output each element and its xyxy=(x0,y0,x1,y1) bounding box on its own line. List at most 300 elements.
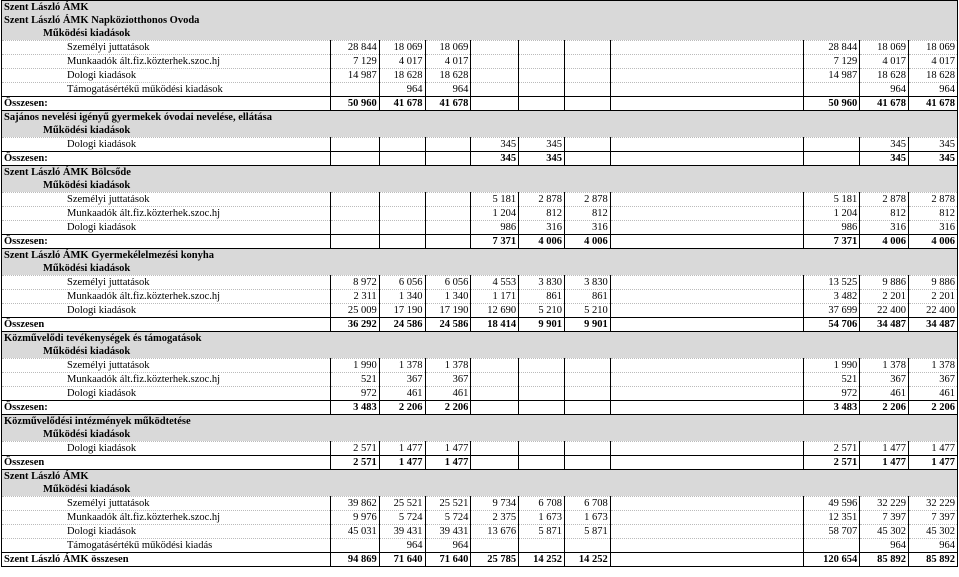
section-title-text: Szent László ÁMK xyxy=(2,1,958,15)
total-row-value xyxy=(564,456,610,470)
table-row-value: 45 031 xyxy=(330,525,379,539)
total-row-value: 2 206 xyxy=(909,401,958,415)
table-row-value: 521 xyxy=(330,373,379,387)
table-row-value xyxy=(330,539,379,553)
table-row-value: 1 340 xyxy=(379,290,425,304)
table-row-value: 25 521 xyxy=(379,497,425,511)
section-subtitle-text: Működési kiadások xyxy=(2,27,958,41)
table-row-value: 1 378 xyxy=(425,359,471,373)
table-row-value: 39 431 xyxy=(379,525,425,539)
section-title xyxy=(2,470,958,484)
table-row-label: Személyi juttatások xyxy=(2,497,331,511)
table-row-value: 2 201 xyxy=(860,290,909,304)
table-row-value: 812 xyxy=(564,207,610,221)
section-subtitle-text: Működési kiadások xyxy=(2,124,958,138)
table-row-value: 18 628 xyxy=(379,69,425,83)
table-row-label: Dologi kiadások xyxy=(2,138,331,152)
table-row-value xyxy=(471,539,519,553)
table-row-spacer xyxy=(610,69,803,83)
table-row-value xyxy=(471,69,519,83)
section-title-text: Sajános nevelési igényű gyermekek óvodai nevelése, ellátása xyxy=(2,111,958,125)
table-row xyxy=(2,525,958,539)
table-row-spacer xyxy=(610,359,803,373)
table-row-value xyxy=(564,373,610,387)
table-row-value xyxy=(519,442,565,456)
table-row xyxy=(2,69,958,83)
table-row-value: 5 210 xyxy=(564,304,610,318)
table-row-value xyxy=(379,207,425,221)
table-row-spacer xyxy=(610,511,803,525)
table-row-value: 7 129 xyxy=(330,55,379,69)
table-row-value: 17 190 xyxy=(379,304,425,318)
total-row-spacer xyxy=(610,553,803,567)
table-row-value xyxy=(425,193,471,207)
table-row-label: Munkaadók ált.fiz.közterhek.szoc.hj xyxy=(2,207,331,221)
table-row-value xyxy=(564,138,610,152)
table-row-value: 1 171 xyxy=(471,290,519,304)
table-row xyxy=(2,511,958,525)
table-row-value: 2 571 xyxy=(330,442,379,456)
table-row-value xyxy=(330,221,379,235)
table-row-label: Munkaadók ált.fiz.közterhek.szoc.hj xyxy=(2,55,331,69)
total-row-value: 85 892 xyxy=(909,553,958,567)
section-title xyxy=(2,166,958,180)
total-row-value: 71 640 xyxy=(425,553,471,567)
total-row-value xyxy=(425,152,471,166)
table-row-value xyxy=(330,83,379,97)
total-row-spacer xyxy=(610,235,803,249)
table-row-value: 345 xyxy=(860,138,909,152)
total-row-value: 41 678 xyxy=(860,97,909,111)
total-row-value: 120 654 xyxy=(804,553,860,567)
table-row-value: 367 xyxy=(379,373,425,387)
total-row-value: 4 006 xyxy=(564,235,610,249)
table-row-value: 22 400 xyxy=(909,304,958,318)
table-row-value xyxy=(330,207,379,221)
table-row-value: 1 378 xyxy=(909,359,958,373)
table-row-value: 4 017 xyxy=(425,55,471,69)
table-row xyxy=(2,207,958,221)
table-row-value: 964 xyxy=(860,83,909,97)
table-row xyxy=(2,221,958,235)
total-row-value xyxy=(471,456,519,470)
total-row-value xyxy=(379,235,425,249)
table-row-spacer xyxy=(610,41,803,55)
table-row-value xyxy=(471,373,519,387)
table-row-spacer xyxy=(610,138,803,152)
table-row-value: 13 525 xyxy=(804,276,860,290)
section-subtitle xyxy=(2,483,958,497)
table-row-value: 25 009 xyxy=(330,304,379,318)
table-row-value: 964 xyxy=(379,83,425,97)
table-row-value: 8 972 xyxy=(330,276,379,290)
table-row-value: 812 xyxy=(519,207,565,221)
table-row-value: 964 xyxy=(379,539,425,553)
table-row-value: 3 482 xyxy=(804,290,860,304)
table-row-value xyxy=(564,69,610,83)
table-row-spacer xyxy=(610,193,803,207)
total-row-label: Összesen: xyxy=(2,97,331,111)
table-row-value xyxy=(519,69,565,83)
budget-table-body xyxy=(2,1,958,567)
total-row-value: 2 206 xyxy=(425,401,471,415)
table-row-spacer xyxy=(610,276,803,290)
table-row-value: 2 201 xyxy=(909,290,958,304)
table-row-value: 5 181 xyxy=(471,193,519,207)
table-row-value: 316 xyxy=(564,221,610,235)
table-row xyxy=(2,497,958,511)
total-row xyxy=(2,152,958,166)
table-row-value: 6 056 xyxy=(379,276,425,290)
table-row-value: 32 229 xyxy=(909,497,958,511)
table-row-value: 861 xyxy=(564,290,610,304)
total-row-value xyxy=(471,401,519,415)
table-row-value xyxy=(425,221,471,235)
table-row-value: 37 699 xyxy=(804,304,860,318)
table-row-value: 13 676 xyxy=(471,525,519,539)
total-row-value: 4 006 xyxy=(860,235,909,249)
table-row-label: Munkaadók ált.fiz.közterhek.szoc.hj xyxy=(2,511,331,525)
table-row-value: 461 xyxy=(860,387,909,401)
table-row-value: 49 596 xyxy=(804,497,860,511)
total-row-value: 34 487 xyxy=(909,318,958,332)
total-row-value xyxy=(379,152,425,166)
table-row-value xyxy=(564,41,610,55)
table-row-value xyxy=(804,138,860,152)
table-row-value: 861 xyxy=(519,290,565,304)
table-row-value: 1 990 xyxy=(330,359,379,373)
table-row-value xyxy=(564,83,610,97)
table-row-value: 2 878 xyxy=(519,193,565,207)
table-row-value: 2 311 xyxy=(330,290,379,304)
table-row-spacer xyxy=(610,83,803,97)
table-row-value: 345 xyxy=(519,138,565,152)
table-row-label: Személyi juttatások xyxy=(2,41,331,55)
total-row-value: 3 483 xyxy=(804,401,860,415)
table-row xyxy=(2,290,958,304)
total-row-value: 4 006 xyxy=(909,235,958,249)
table-row-value: 1 673 xyxy=(564,511,610,525)
table-row-label: Személyi juttatások xyxy=(2,359,331,373)
table-row-value xyxy=(471,55,519,69)
table-row-value: 367 xyxy=(909,373,958,387)
table-row-value xyxy=(471,359,519,373)
total-row-value: 345 xyxy=(519,152,565,166)
total-row-spacer xyxy=(610,456,803,470)
table-row-value: 9 976 xyxy=(330,511,379,525)
total-row-value: 85 892 xyxy=(860,553,909,567)
total-row-value xyxy=(519,456,565,470)
table-row-value: 812 xyxy=(909,207,958,221)
section-title xyxy=(2,249,958,263)
total-row xyxy=(2,318,958,332)
total-row xyxy=(2,401,958,415)
table-row-value: 45 302 xyxy=(909,525,958,539)
total-row-value: 25 785 xyxy=(471,553,519,567)
total-row-label: Összesen: xyxy=(2,235,331,249)
table-row-value: 812 xyxy=(860,207,909,221)
total-row-value xyxy=(564,97,610,111)
section-subtitle-text: Működési kiadások xyxy=(2,179,958,193)
total-row-value: 1 477 xyxy=(379,456,425,470)
table-row-value: 1 477 xyxy=(860,442,909,456)
total-row-value: 50 960 xyxy=(804,97,860,111)
table-row-value: 39 431 xyxy=(425,525,471,539)
section-subtitle xyxy=(2,262,958,276)
section-subtitle xyxy=(2,428,958,442)
table-row-value: 7 129 xyxy=(804,55,860,69)
total-row xyxy=(2,553,958,567)
table-row-label: Dologi kiadások xyxy=(2,442,331,456)
section-title xyxy=(2,14,958,27)
table-row-value: 1 378 xyxy=(860,359,909,373)
table-row-value: 986 xyxy=(471,221,519,235)
table-row-value xyxy=(519,539,565,553)
table-row-value: 17 190 xyxy=(425,304,471,318)
total-row-value xyxy=(564,401,610,415)
table-row-label: Személyi juttatások xyxy=(2,193,331,207)
table-row xyxy=(2,359,958,373)
table-row-value: 14 987 xyxy=(804,69,860,83)
table-row-value: 4 017 xyxy=(379,55,425,69)
total-row-value: 345 xyxy=(909,152,958,166)
section-title xyxy=(2,415,958,429)
table-row-value xyxy=(379,221,425,235)
total-row-value: 41 678 xyxy=(425,97,471,111)
table-row xyxy=(2,193,958,207)
table-row-value: 5 181 xyxy=(804,193,860,207)
table-row-value: 9 886 xyxy=(909,276,958,290)
table-row-value: 964 xyxy=(860,539,909,553)
total-row-value: 41 678 xyxy=(379,97,425,111)
section-subtitle xyxy=(2,345,958,359)
table-row-value: 12 690 xyxy=(471,304,519,318)
total-row-value: 24 586 xyxy=(425,318,471,332)
total-row-value: 345 xyxy=(471,152,519,166)
table-row-label: Dologi kiadások xyxy=(2,304,331,318)
table-row-spacer xyxy=(610,207,803,221)
total-row-value: 2 206 xyxy=(860,401,909,415)
table-row-value: 25 521 xyxy=(425,497,471,511)
table-row-value: 39 862 xyxy=(330,497,379,511)
table-row-value xyxy=(519,41,565,55)
table-row-value: 9 886 xyxy=(860,276,909,290)
table-row-value: 461 xyxy=(909,387,958,401)
table-row xyxy=(2,442,958,456)
table-row-value: 18 069 xyxy=(379,41,425,55)
table-row-value: 14 987 xyxy=(330,69,379,83)
total-row-value xyxy=(425,235,471,249)
table-row-value: 5 871 xyxy=(519,525,565,539)
table-row-value: 45 302 xyxy=(860,525,909,539)
table-row-value xyxy=(519,387,565,401)
total-row-value: 18 414 xyxy=(471,318,519,332)
table-row-value xyxy=(804,83,860,97)
table-row-value xyxy=(564,387,610,401)
table-row-value: 18 069 xyxy=(909,41,958,55)
total-row-value: 345 xyxy=(860,152,909,166)
table-row-value xyxy=(519,373,565,387)
total-row-label: Összesen: xyxy=(2,152,331,166)
total-row-spacer xyxy=(610,152,803,166)
table-row-value: 2 878 xyxy=(909,193,958,207)
table-row-value: 18 069 xyxy=(860,41,909,55)
table-row-spacer xyxy=(610,304,803,318)
table-row-value: 7 397 xyxy=(860,511,909,525)
table-row-value: 986 xyxy=(804,221,860,235)
table-row-value: 18 628 xyxy=(425,69,471,83)
table-row-value: 521 xyxy=(804,373,860,387)
total-row-value: 9 901 xyxy=(564,318,610,332)
total-row-value: 2 571 xyxy=(330,456,379,470)
table-row-label: Dologi kiadások xyxy=(2,525,331,539)
table-row-value: 58 707 xyxy=(804,525,860,539)
table-row-spacer xyxy=(610,525,803,539)
total-row-value: 2 571 xyxy=(804,456,860,470)
total-row-spacer xyxy=(610,318,803,332)
table-row-value xyxy=(564,539,610,553)
table-row-value: 3 830 xyxy=(519,276,565,290)
table-row-value xyxy=(519,55,565,69)
table-row-value: 316 xyxy=(519,221,565,235)
table-row-spacer xyxy=(610,221,803,235)
table-row-value: 345 xyxy=(909,138,958,152)
table-row-value: 964 xyxy=(425,83,471,97)
table-row-value xyxy=(379,193,425,207)
total-row-label: Összesen xyxy=(2,318,331,332)
total-row-value xyxy=(330,152,379,166)
table-row-spacer xyxy=(610,55,803,69)
table-row xyxy=(2,138,958,152)
table-row-value xyxy=(564,359,610,373)
table-row-value: 1 204 xyxy=(471,207,519,221)
section-title-text: Szent László ÁMK Napköziotthonos Ovoda xyxy=(2,14,958,27)
total-row-value: 34 487 xyxy=(860,318,909,332)
table-row-label: Támogatásértékű működési kiadás xyxy=(2,539,331,553)
table-row xyxy=(2,276,958,290)
total-row-value: 2 206 xyxy=(379,401,425,415)
table-row-value: 6 056 xyxy=(425,276,471,290)
total-row-value: 1 477 xyxy=(425,456,471,470)
total-row-value xyxy=(471,97,519,111)
table-row-label: Munkaadók ált.fiz.közterhek.szoc.hj xyxy=(2,373,331,387)
table-row-value xyxy=(425,138,471,152)
section-title-text: Szent László ÁMK xyxy=(2,470,958,484)
table-row-value: 4 017 xyxy=(909,55,958,69)
total-row-spacer xyxy=(610,401,803,415)
table-row-value: 1 378 xyxy=(379,359,425,373)
table-row-value xyxy=(379,138,425,152)
section-title-text: Szent László ÁMK Bölcsőde xyxy=(2,166,958,180)
table-row-value: 461 xyxy=(379,387,425,401)
table-row xyxy=(2,373,958,387)
total-row-value xyxy=(564,152,610,166)
table-row-spacer xyxy=(610,373,803,387)
table-row-value: 6 708 xyxy=(564,497,610,511)
table-row-value: 5 210 xyxy=(519,304,565,318)
total-row-value: 7 371 xyxy=(804,235,860,249)
table-row-value: 1 990 xyxy=(804,359,860,373)
table-row-value xyxy=(564,55,610,69)
total-row-value: 36 292 xyxy=(330,318,379,332)
total-row-value: 50 960 xyxy=(330,97,379,111)
table-row-value: 5 724 xyxy=(379,511,425,525)
section-title-text: Szent László ÁMK Gyermekélelmezési konyha xyxy=(2,249,958,263)
table-row-value: 28 844 xyxy=(330,41,379,55)
table-row-value: 1 673 xyxy=(519,511,565,525)
total-row-value: 1 477 xyxy=(909,456,958,470)
table-row xyxy=(2,41,958,55)
table-row-value: 5 724 xyxy=(425,511,471,525)
table-row xyxy=(2,539,958,553)
section-subtitle-text: Működési kiadások xyxy=(2,262,958,276)
table-row-value xyxy=(330,193,379,207)
table-row-value: 18 628 xyxy=(909,69,958,83)
table-row-value: 972 xyxy=(804,387,860,401)
table-row-value: 2 571 xyxy=(804,442,860,456)
table-row-value: 1 477 xyxy=(425,442,471,456)
total-row-spacer xyxy=(610,97,803,111)
table-row-value: 12 351 xyxy=(804,511,860,525)
table-row-value xyxy=(471,387,519,401)
table-row-value: 6 708 xyxy=(519,497,565,511)
table-row-label: Munkaadók ált.fiz.közterhek.szoc.hj xyxy=(2,290,331,304)
total-row-label: Összesen xyxy=(2,456,331,470)
table-row-value xyxy=(519,359,565,373)
table-row xyxy=(2,55,958,69)
table-row-value: 316 xyxy=(860,221,909,235)
section-subtitle-text: Működési kiadások xyxy=(2,483,958,497)
table-row-label: Dologi kiadások xyxy=(2,221,331,235)
table-row-value xyxy=(519,83,565,97)
total-row-value: 41 678 xyxy=(909,97,958,111)
table-row-value: 5 871 xyxy=(564,525,610,539)
table-row xyxy=(2,83,958,97)
total-row-value xyxy=(519,401,565,415)
total-row-value xyxy=(330,235,379,249)
table-row xyxy=(2,387,958,401)
table-row-value: 4 553 xyxy=(471,276,519,290)
table-row-value: 964 xyxy=(425,539,471,553)
table-row-spacer xyxy=(610,442,803,456)
section-title xyxy=(2,1,958,15)
table-row-value xyxy=(804,539,860,553)
table-row-value: 9 734 xyxy=(471,497,519,511)
table-row-value: 32 229 xyxy=(860,497,909,511)
table-row-value xyxy=(564,442,610,456)
total-row-value: 54 706 xyxy=(804,318,860,332)
total-row-value xyxy=(519,97,565,111)
total-row-label: Szent László ÁMK összesen xyxy=(2,553,331,567)
table-row-spacer xyxy=(610,290,803,304)
section-title xyxy=(2,332,958,346)
table-row-spacer xyxy=(610,497,803,511)
total-row xyxy=(2,235,958,249)
table-row-value: 964 xyxy=(909,83,958,97)
table-row-value: 4 017 xyxy=(860,55,909,69)
table-row-value: 2 878 xyxy=(564,193,610,207)
section-title-text: Közművelődési intézmények működtetése xyxy=(2,415,958,429)
total-row xyxy=(2,456,958,470)
table-row-value xyxy=(330,138,379,152)
total-row-value: 1 477 xyxy=(860,456,909,470)
total-row-label: Összesen: xyxy=(2,401,331,415)
table-row-value: 18 069 xyxy=(425,41,471,55)
total-row-value: 14 252 xyxy=(519,553,565,567)
budget-table xyxy=(1,0,958,567)
table-row-value xyxy=(471,83,519,97)
table-row-value: 7 397 xyxy=(909,511,958,525)
